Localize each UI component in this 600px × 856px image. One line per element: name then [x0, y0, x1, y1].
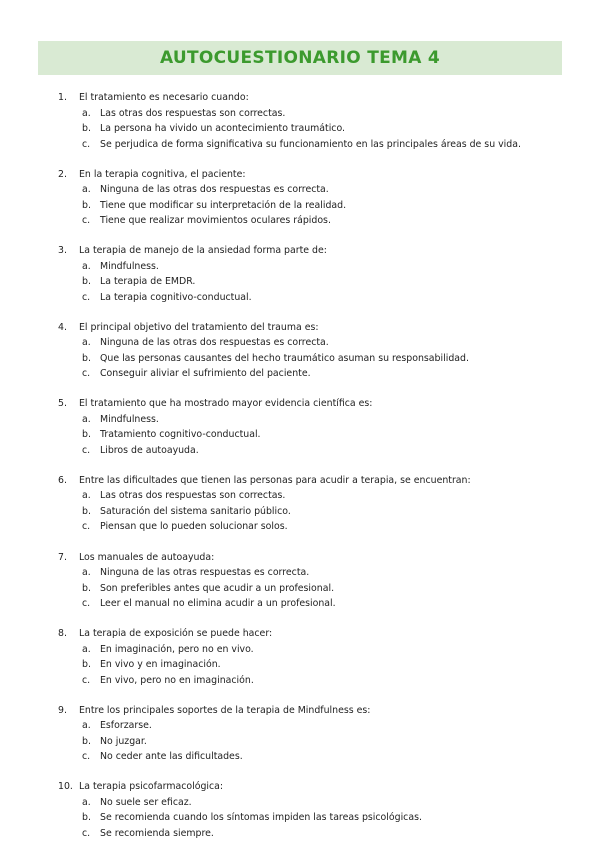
answer-option [58, 519, 568, 535]
option-letter: a. [82, 720, 91, 732]
option-list [58, 182, 568, 229]
option-text: No suele ser eficaz. [100, 796, 192, 808]
option-text: La terapia de EMDR. [100, 276, 196, 288]
option-text: Ninguna de las otras dos respuestas es correcta. [100, 337, 329, 349]
option-text: En imaginación, pero no en vivo. [100, 643, 254, 655]
question-row [58, 473, 568, 489]
answer-option [58, 673, 568, 689]
option-letter: c. [82, 291, 91, 303]
question-number: 3. [58, 245, 67, 257]
option-list [58, 106, 568, 153]
answer-option [58, 198, 568, 214]
option-letter: a. [82, 413, 91, 425]
option-letter: a. [82, 490, 91, 502]
option-letter: b. [82, 276, 91, 288]
option-letter: c. [82, 598, 91, 610]
question-item [58, 550, 568, 612]
question-number: 8. [58, 628, 67, 640]
option-text: Conseguir aliviar el sufrimiento del paciente. [100, 368, 311, 380]
option-list [58, 565, 568, 612]
question-text: En la terapia cognitiva, el paciente: [79, 168, 246, 180]
question-text: Entre los principales soportes de la terapia de Mindfulness es: [79, 704, 371, 716]
option-letter: a. [82, 107, 91, 119]
answer-option [58, 290, 568, 306]
question-item [58, 90, 568, 152]
answer-option [58, 137, 568, 153]
question-item [58, 167, 568, 229]
question-row [58, 779, 568, 795]
option-letter: a. [82, 260, 91, 272]
option-text: Son preferibles antes que acudir a un profesional. [100, 582, 335, 594]
option-text: Tratamiento cognitivo-conductual. [100, 429, 261, 441]
option-letter: a. [82, 184, 91, 196]
option-text: Ninguna de las otras respuestas es correcta. [100, 567, 310, 579]
question-text: La terapia de manejo de la ansiedad forma parte de: [79, 245, 327, 257]
option-text: En vivo, pero no en imaginación. [100, 674, 254, 686]
answer-option [58, 596, 568, 612]
question-number: 4. [58, 321, 67, 333]
question-item [58, 396, 568, 458]
option-letter: b. [82, 735, 91, 747]
answer-option [58, 106, 568, 122]
option-letter: a. [82, 567, 91, 579]
option-text: Las otras dos respuestas son correctas. [100, 490, 286, 502]
option-text: Se recomienda siempre. [100, 827, 214, 839]
option-letter: c. [82, 444, 91, 456]
question-number: 1. [58, 92, 67, 103]
option-text: Las otras dos respuestas son correctas. [100, 107, 286, 119]
option-text: Se perjudica de forma significativa su funcionamiento en las principales áreas de su vida. [100, 138, 521, 150]
option-text: En vivo y en imaginación. [100, 659, 221, 671]
option-letter: c. [82, 215, 91, 227]
answer-option [58, 826, 568, 842]
page-title: AUTOCUESTIONARIO TEMA 4 [159, 48, 441, 68]
question-number: 7. [58, 551, 67, 563]
question-item [58, 320, 568, 382]
option-letter: b. [82, 659, 91, 671]
question-number: 9. [58, 704, 67, 716]
answer-option [58, 335, 568, 351]
question-number: 5. [58, 398, 67, 410]
option-list [58, 488, 568, 535]
answer-option [58, 259, 568, 275]
option-text: Tiene que realizar movimientos oculares rápidos. [100, 215, 331, 227]
question-text: El principal objetivo del tratamiento del trauma es: [79, 321, 319, 333]
question-text: La terapia psicofarmacológica: [79, 781, 224, 793]
option-list [58, 642, 568, 689]
option-letter: c. [82, 751, 91, 763]
option-list [58, 335, 568, 382]
option-letter: b. [82, 123, 91, 134]
question-list [58, 90, 568, 856]
question-text: El tratamiento es necesario cuando: [79, 92, 249, 103]
option-text: Saturación del sistema sanitario público. [100, 505, 291, 517]
question-number: 10. [58, 781, 73, 793]
option-list [58, 412, 568, 459]
option-letter: a. [82, 796, 91, 808]
option-text: Tiene que modificar su interpretación de la realidad. [100, 199, 347, 211]
answer-option [58, 657, 568, 673]
answer-option [58, 121, 568, 137]
option-letter: b. [82, 505, 91, 517]
option-letter: b. [82, 199, 91, 211]
option-letter: c. [82, 827, 91, 839]
option-text: Libros de autoayuda. [100, 444, 199, 456]
option-letter: c. [82, 674, 91, 686]
answer-option [58, 504, 568, 520]
option-letter: a. [82, 337, 91, 349]
question-row [58, 243, 568, 259]
title-banner [38, 41, 562, 75]
option-text: La persona ha vivido un acontecimiento traumático. [100, 123, 346, 134]
answer-option [58, 366, 568, 382]
option-letter: b. [82, 352, 91, 364]
option-text: Esforzarse. [100, 720, 152, 732]
answer-option [58, 274, 568, 290]
answer-option [58, 412, 568, 428]
option-text: No juzgar. [100, 735, 147, 747]
answer-option [58, 427, 568, 443]
question-row [58, 703, 568, 719]
answer-option [58, 443, 568, 459]
answer-option [58, 351, 568, 367]
option-text: La terapia cognitivo-conductual. [100, 291, 252, 303]
answer-option [58, 565, 568, 581]
option-text: Que las personas causantes del hecho traumático asuman su responsabilidad. [100, 352, 469, 364]
question-row [58, 550, 568, 566]
option-text: No ceder ante las dificultades. [100, 751, 243, 763]
option-list [58, 259, 568, 306]
option-text: Mindfulness. [100, 260, 159, 272]
question-text: Los manuales de autoayuda: [79, 551, 215, 563]
answer-option [58, 182, 568, 198]
question-text: La terapia de exposición se puede hacer: [79, 628, 273, 640]
answer-option [58, 718, 568, 734]
question-item [58, 243, 568, 305]
question-row [58, 320, 568, 336]
question-number: 2. [58, 168, 67, 180]
answer-option [58, 642, 568, 658]
question-row [58, 396, 568, 412]
option-letter: a. [82, 643, 91, 655]
question-row [58, 167, 568, 183]
question-number: 6. [58, 474, 67, 486]
option-text: Leer el manual no elimina acudir a un profesional. [100, 598, 336, 610]
option-letter: c. [82, 368, 91, 380]
answer-option [58, 734, 568, 750]
question-item [58, 473, 568, 535]
option-text: Se recomienda cuando los síntomas impiden las tareas psicológicas. [100, 812, 422, 824]
answer-option [58, 581, 568, 597]
option-letter: b. [82, 582, 91, 594]
option-text: Mindfulness. [100, 413, 159, 425]
answer-option [58, 749, 568, 765]
question-text: El tratamiento que ha mostrado mayor evidencia científica es: [79, 398, 373, 410]
question-item [58, 703, 568, 765]
option-text: Ninguna de las otras dos respuestas es correcta. [100, 184, 329, 196]
answer-option [58, 810, 568, 826]
question-item [58, 779, 568, 841]
option-letter: b. [82, 812, 91, 824]
option-list [58, 795, 568, 842]
option-letter: c. [82, 138, 91, 150]
question-item [58, 626, 568, 688]
answer-option [58, 488, 568, 504]
option-letter: c. [82, 521, 91, 533]
answer-option [58, 795, 568, 811]
question-row [58, 90, 568, 106]
option-list [58, 718, 568, 765]
option-text: Piensan que lo pueden solucionar solos. [100, 521, 288, 533]
option-letter: b. [82, 429, 91, 441]
answer-option [58, 213, 568, 229]
question-row [58, 626, 568, 642]
question-text: Entre las dificultades que tienen las personas para acudir a terapia, se encuentran: [79, 474, 471, 486]
